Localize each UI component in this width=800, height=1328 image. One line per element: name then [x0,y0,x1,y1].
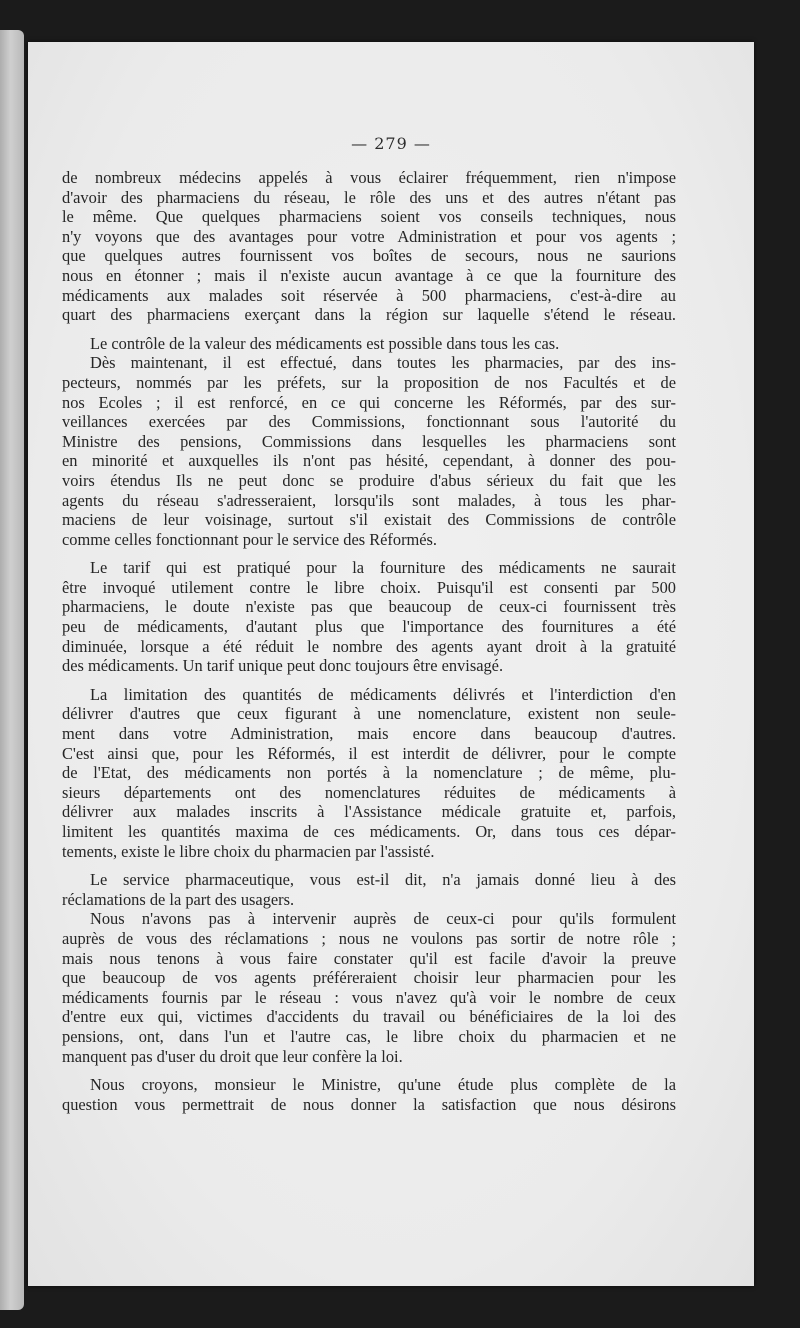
text-line: délivrer aux malades inscrits à l'Assistance médicale gratuite et, parfois, [62,802,676,822]
text-line: nous en étonner ; mais il n'existe aucun avantage à ce que la fourniture des [62,265,676,285]
text-line: agents du réseau s'adresseraient, lorsqu'ils sont malades, à tous les phar- [62,490,676,510]
text-line: pharmaciens, le doute n'existe pas que beaucoup de ceux-ci fournissent très [62,597,676,617]
text-line: de l'Etat, des médicaments non portés à la nomenclature ; de même, plu- [62,763,676,783]
text-line: pensions, ont, dans l'un et l'autre cas, le libre choix du pharmacien et ne [62,1026,676,1046]
text-line: La limitation des quantités de médicaments délivrés et l'interdiction d'en [90,684,676,704]
text-line: délivrer d'autres que ceux figurant à une nomenclature, existent non seule- [62,704,676,724]
page-number: — 279 — [351,134,431,153]
text-line: médicaments aux malades soit réservée à 500 pharmaciens, c'est-à-dire au [62,285,676,305]
text-line: n'y voyons que des avantages pour votre Administration et pour vos agents ; [62,226,676,246]
text-line: Le tarif qui est pratiqué pour la fourniture des médicaments ne saurait [90,558,676,578]
previous-page-edge [0,30,24,1310]
paragraph [62,168,676,325]
text-line: question vous permettrait de nous donner la satisfaction que nous désirons [62,1094,676,1114]
body-text [62,168,676,1114]
text-line: peu de médicaments, d'autant plus que l'importance des fournitures a été [62,617,676,637]
text-line: d'entre eux qui, victimes d'accidents du travail ou bénéficiaires de la loi des [62,1007,676,1027]
text-line: que beaucoup de vos agents préféreraient choisir leur pharmacien pour les [62,968,676,988]
text-line: mais nous tenons à vous faire constater qu'il est facile d'avoir la preuve [62,948,676,968]
text-line: maciens de leur voisinage, surtout s'il existait des Commissions de contrôle [62,510,676,530]
text-line: nos Ecoles ; il est renforcé, en ce qui concerne les Réformés, par des sur- [62,392,676,412]
text-line: comme celles fonctionnant pour le service des Réformés. [62,529,438,549]
text-line: Ministre des pensions, Commissions dans lesquelles les pharmaciens sont [62,431,676,451]
text-line: diminuée, lorsque a été réduit le nombre des agents ayant droit à la gratuité [62,636,676,656]
text-line: Nous n'avons pas à intervenir auprès de ceux-ci pour qu'ils formulent [90,909,676,929]
text-line: Nous croyons, monsieur le Ministre, qu'une étude plus complète de la [90,1075,676,1095]
text-line: limitent les quantités maxima de ces médicaments. Or, dans tous ces dépar- [62,822,676,841]
text-line: réclamations de la part des usagers. [62,889,295,909]
paragraph [62,870,676,1066]
text-line: Dès maintenant, il est effectué, dans toutes les pharmacies, par des ins- [90,353,676,373]
text-line: sieurs départements ont des nomenclatures réduites de médicaments à [62,782,676,802]
text-line: Le contrôle de la valeur des médicaments est possible dans tous les cas. [90,333,560,353]
text-line: auprès de vous des réclamations ; nous ne voulons pas sortir de notre rôle ; [62,928,676,948]
text-line: tements, existe le libre choix du pharmacien par l'assisté. [62,841,435,861]
text-line: être invoqué utilement contre le libre choix. Puisqu'il est consenti par 500 [62,577,676,597]
text-line: C'est ainsi que, pour les Réformés, il est interdit de délivrer, pour le compte [62,743,676,763]
text-line: que quelques autres fournissent vos boîtes de secours, nous ne saurions [62,246,676,266]
text-line: quart des pharmaciens exerçant dans la région sur laquelle s'étend le réseau. [62,305,676,325]
text-line: en minorité et auxquelles ils n'ont pas hésité, cependant, à donner des pou- [62,451,676,471]
text-line: Le service pharmaceutique, vous est-il dit, n'a jamais donné lieu à des [90,870,676,890]
document-page [28,42,754,1286]
text-line: ment dans votre Administration, mais encore dans beaucoup d'autres. [62,724,676,744]
text-line: manquent pas d'user du droit que leur confère la loi. [62,1046,403,1066]
text-line: des médicaments. Un tarif unique peut donc toujours être envisagé. [62,656,504,676]
text-line: d'avoir des pharmaciens du réseau, le rôle des uns et des autres n'étant pas [62,187,676,207]
paragraph [62,1075,676,1114]
paragraph [62,334,676,550]
text-line: veillances exercées par des Commissions, fonctionnant sous l'autorité du [62,412,676,432]
text-line: de nombreux médecins appelés à vous éclairer fréquemment, rien n'impose [62,168,676,187]
text-line: pecteurs, nommés par les préfets, sur la proposition de nos Facultés et de [62,372,676,392]
text-line: médicaments fournis par le réseau : vous n'avez qu'à voir le nombre de ceux [62,987,676,1007]
text-line: le même. Que quelques pharmaciens soient vos conseils techniques, nous [62,207,676,227]
text-line: voirs étendus Ils ne peut donc se produire d'abus sérieux du fait que les [62,470,676,490]
paragraph [62,558,676,676]
paragraph [62,685,676,861]
